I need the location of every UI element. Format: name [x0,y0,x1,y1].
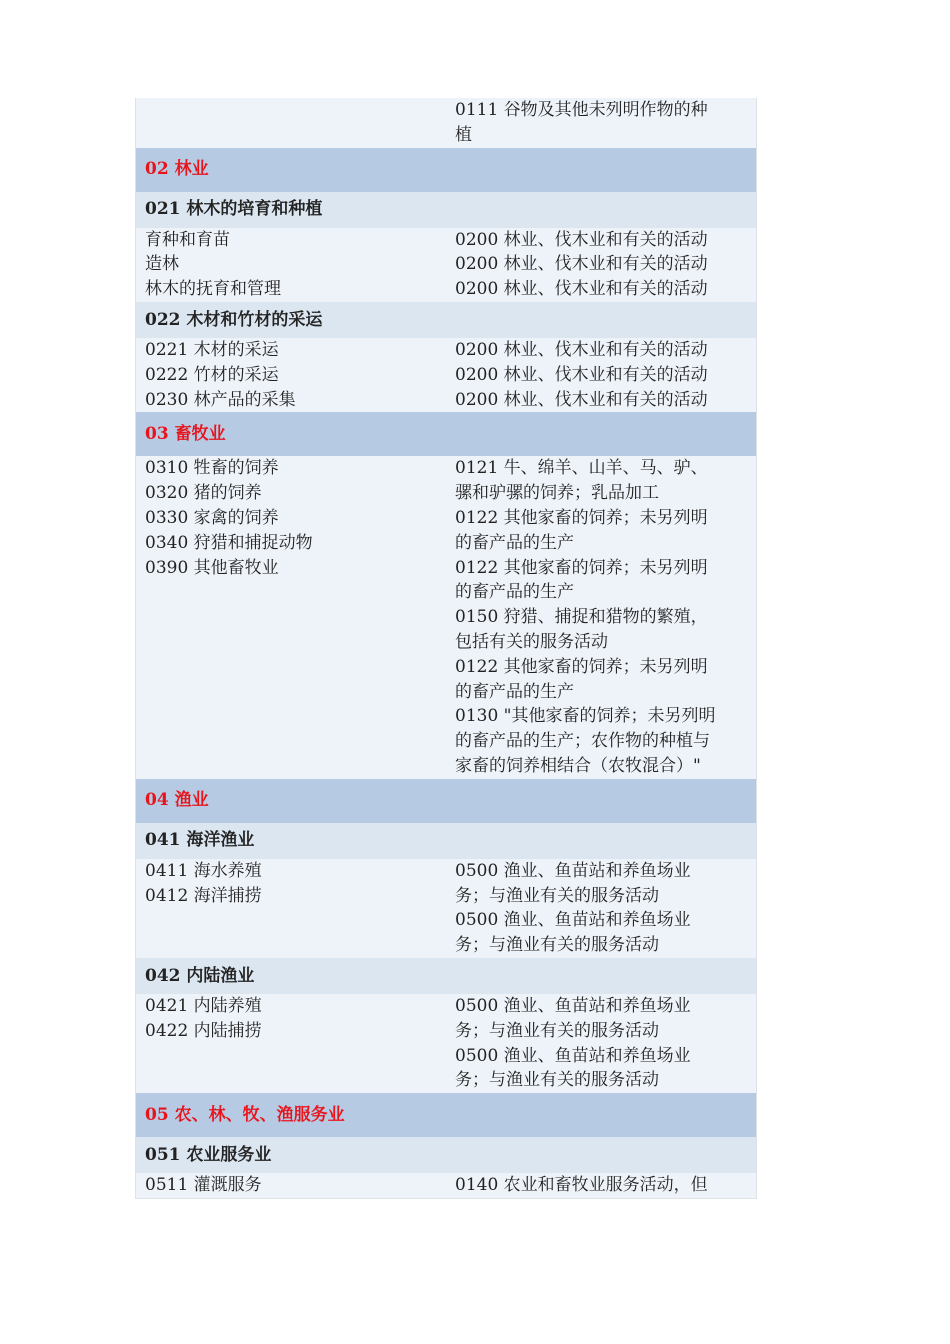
section-header-row [136,1093,756,1137]
table-row [136,338,756,412]
mapping-line: 0200 林业、伐木业和有关的活动 [455,254,708,275]
mapping-line: 0200 林业、伐木业和有关的活动 [455,389,708,410]
code-line: 0320 猪的饲养 [145,483,262,504]
code-line: 0411 海水养殖 [145,860,262,881]
mapping-cell [454,228,756,302]
code-line: 0422 内陆捕捞 [145,1020,262,1041]
code-line: 0340 狩猎和捕捉动物 [145,532,313,553]
code-line: 育种和育苗 [145,229,230,250]
mapping-line: 家畜的饲养相结合（农牧混合）" [455,755,701,776]
code-cell [136,228,454,302]
mapping-cell [454,859,756,958]
code-line: 0221 木材的采运 [145,339,279,360]
subsection-header-row [136,823,756,859]
subsection-title: 051 农业服务业 [145,1144,272,1165]
section-header-row [136,148,756,192]
subsection-title: 021 林木的培育和种植 [145,199,323,220]
subsection-title: 041 海洋渔业 [145,830,255,851]
code-cell [136,859,454,958]
mapping-line: 0200 林业、伐木业和有关的活动 [455,229,708,250]
mapping-line: 0111 谷物及其他未列明作物的种 [455,100,708,120]
code-cell [136,1173,454,1198]
mapping-line: 的畜产品的生产 [455,681,574,702]
code-cell [136,98,454,148]
mapping-line: 0200 林业、伐木业和有关的活动 [455,364,708,385]
mapping-line: 0150 狩猎、捕捉和猎物的繁殖， [455,607,708,628]
table-row [136,228,756,302]
mapping-line: 0200 林业、伐木业和有关的活动 [455,279,708,300]
code-line: 0310 牲畜的饲养 [145,458,279,479]
code-line: 0330 家禽的饲养 [145,507,279,528]
mapping-line: 0140 农业和畜牧业服务活动，但 [455,1175,708,1196]
mapping-line: 骡和驴骡的饲养；乳品加工 [455,483,659,504]
code-line: 0511 灌溉服务 [145,1175,262,1196]
table-row [136,994,756,1093]
mapping-line: 0121 牛、绵羊、山羊、马、驴、 [455,458,708,479]
subsection-header-row [136,192,756,228]
classification-table [135,98,757,1199]
code-line: 造林 [145,254,179,275]
mapping-line: 0500 渔业、鱼苗站和养鱼场业 [455,860,691,881]
mapping-line: 务；与渔业有关的服务活动 [455,885,659,906]
code-cell [136,338,454,412]
mapping-line: 务；与渔业有关的服务活动 [455,935,659,956]
mapping-line: 务；与渔业有关的服务活动 [455,1070,659,1091]
section-title: 04 渔业 [145,790,209,811]
section-header-row [136,779,756,823]
mapping-cell [454,1173,756,1198]
mapping-line: 0500 渔业、鱼苗站和养鱼场业 [455,910,691,931]
mapping-line: 0130 "其他家畜的饲养；未另列明 [455,706,716,727]
mapping-cell [454,98,756,148]
table-row [136,1173,756,1198]
subsection-title: 042 内陆渔业 [145,965,255,986]
mapping-line: 的畜产品的生产 [455,532,574,553]
code-line: 0421 内陆养殖 [145,995,262,1016]
code-line: 0230 林产品的采集 [145,389,296,410]
table-row [136,98,756,148]
subsection-title: 022 木材和竹材的采运 [145,309,323,330]
subsection-header-row [136,1137,756,1173]
mapping-line: 的畜产品的生产 [455,582,574,603]
section-title: 02 林业 [145,159,209,180]
mapping-line: 务；与渔业有关的服务活动 [455,1020,659,1041]
mapping-line: 0200 林业、伐木业和有关的活动 [455,339,708,360]
mapping-line: 0122 其他家畜的饲养；未另列明 [455,656,708,677]
mapping-cell [454,994,756,1093]
mapping-line: 0500 渔业、鱼苗站和养鱼场业 [455,995,691,1016]
mapping-line: 0500 渔业、鱼苗站和养鱼场业 [455,1045,691,1066]
section-title: 05 农、林、牧、渔服务业 [145,1104,345,1125]
mapping-line: 0122 其他家畜的饲养；未另列明 [455,507,708,528]
mapping-cell [454,456,756,778]
mapping-line: 植 [455,124,472,145]
table-row [136,456,756,778]
subsection-header-row [136,958,756,994]
subsection-header-row [136,302,756,338]
table-row [136,859,756,958]
mapping-line: 的畜产品的生产；农作物的种植与 [455,731,710,752]
code-line [145,98,454,123]
section-title: 03 畜牧业 [145,423,226,444]
mapping-line: 0122 其他家畜的饲养；未另列明 [455,557,708,578]
code-line: 林木的抚育和管理 [145,279,281,300]
section-header-row [136,412,756,456]
code-line: 0222 竹材的采运 [145,364,279,385]
code-cell [136,994,454,1093]
code-line: 0412 海洋捕捞 [145,885,262,906]
mapping-cell [454,338,756,412]
code-cell [136,456,454,778]
mapping-line: 包括有关的服务活动 [455,631,608,652]
code-line: 0390 其他畜牧业 [145,557,279,578]
